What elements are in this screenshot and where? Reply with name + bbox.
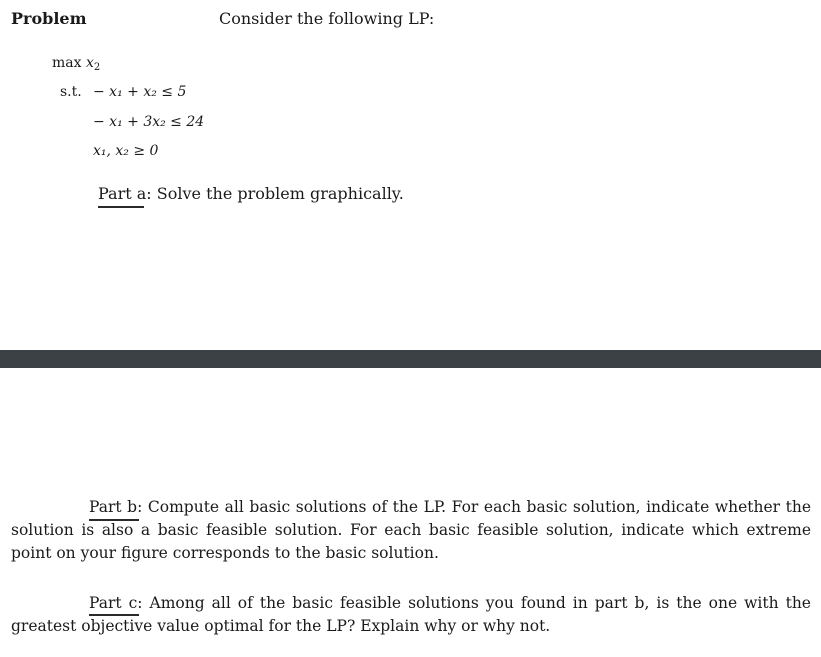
part-b	[11, 496, 811, 565]
constraint-nonneg: x₁, x₂ ≥ 0	[93, 143, 159, 159]
section-divider	[0, 350, 821, 368]
objective-var: x	[85, 55, 94, 71]
part-a	[98, 184, 404, 203]
part-a-text: : Solve the problem graphically.	[146, 184, 404, 203]
problem-heading: Problem	[11, 9, 87, 28]
part-a-label: Part a	[98, 184, 147, 203]
objective-line	[52, 55, 100, 71]
objective-sub: 2	[93, 62, 101, 73]
part-c-label: Part c	[89, 594, 138, 612]
objective-word: max	[52, 55, 82, 71]
part-c-underline	[89, 614, 139, 616]
intro-text: Consider the following LP:	[219, 9, 435, 28]
constraint-1: − x₁ + x₂ ≤ 5	[93, 84, 187, 100]
part-b-text: : Compute all basic solutions of the LP. For each basic solution, indicate whether the solution is also a basic feasible solution. For each basic feasible solution, indicate which extreme point on your figure corresponds to the basic solution.	[11, 498, 811, 562]
part-c-text: : Among all of the basic feasible solutions you found in part b, is the one with the greatest objective value optimal for the LP? Explain why or why not.	[11, 594, 811, 635]
part-b-label: Part b	[89, 498, 138, 516]
part-b-underline	[89, 519, 139, 521]
part-a-underline	[98, 206, 144, 208]
constraint-2: − x₁ + 3x₂ ≤ 24	[93, 114, 205, 130]
st-label: s.t.	[60, 84, 82, 100]
